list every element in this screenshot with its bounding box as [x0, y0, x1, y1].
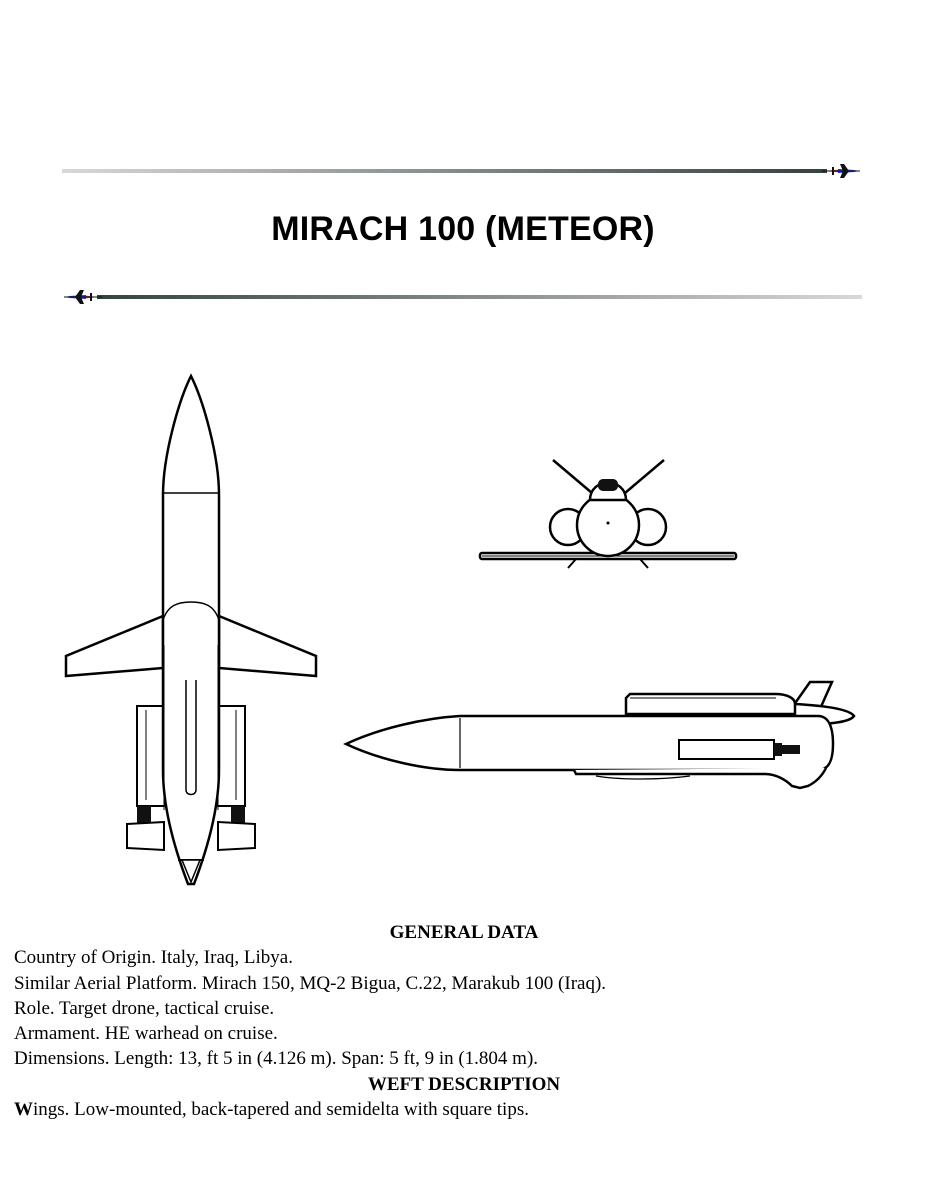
weft-line-wings	[14, 1097, 914, 1122]
weft-line-text: ings. Low-mounted, back-tapered and semidelta with square tips.	[33, 1099, 529, 1121]
aircraft-silhouette-icon	[64, 290, 102, 304]
data-line-similar-platform: Similar Aerial Platform. Mirach 150, MQ-2 Bigua, C.22, Marakub 100 (Iraq).	[14, 972, 607, 994]
header-rule-top	[62, 164, 862, 178]
aircraft-silhouette-icon	[822, 164, 860, 178]
aircraft-top-view-drawing	[60, 370, 322, 890]
header-rule-bottom	[62, 290, 862, 304]
aircraft-front-view-drawing	[476, 455, 742, 573]
weft-description-heading: WEFT DESCRIPTION	[367, 1073, 561, 1095]
data-line-role: Role. Target drone, tactical cruise.	[14, 997, 275, 1019]
general-data-heading: GENERAL DATA	[389, 922, 539, 943]
data-line-armament: Armament. HE warhead on cruise.	[14, 1023, 278, 1045]
weft-line-initial: W	[14, 1099, 33, 1121]
aircraft-side-view-drawing	[340, 676, 860, 794]
page-title: MIRACH 100 (METEOR)	[271, 210, 655, 248]
data-line-dimensions: Dimensions. Length: 13, ft 5 in (4.126 m). Span: 5 ft, 9 in (1.804 m).	[14, 1048, 539, 1070]
data-line-origin: Country of Origin. Italy, Iraq, Libya.	[14, 947, 293, 969]
general-data-section	[14, 920, 914, 1122]
